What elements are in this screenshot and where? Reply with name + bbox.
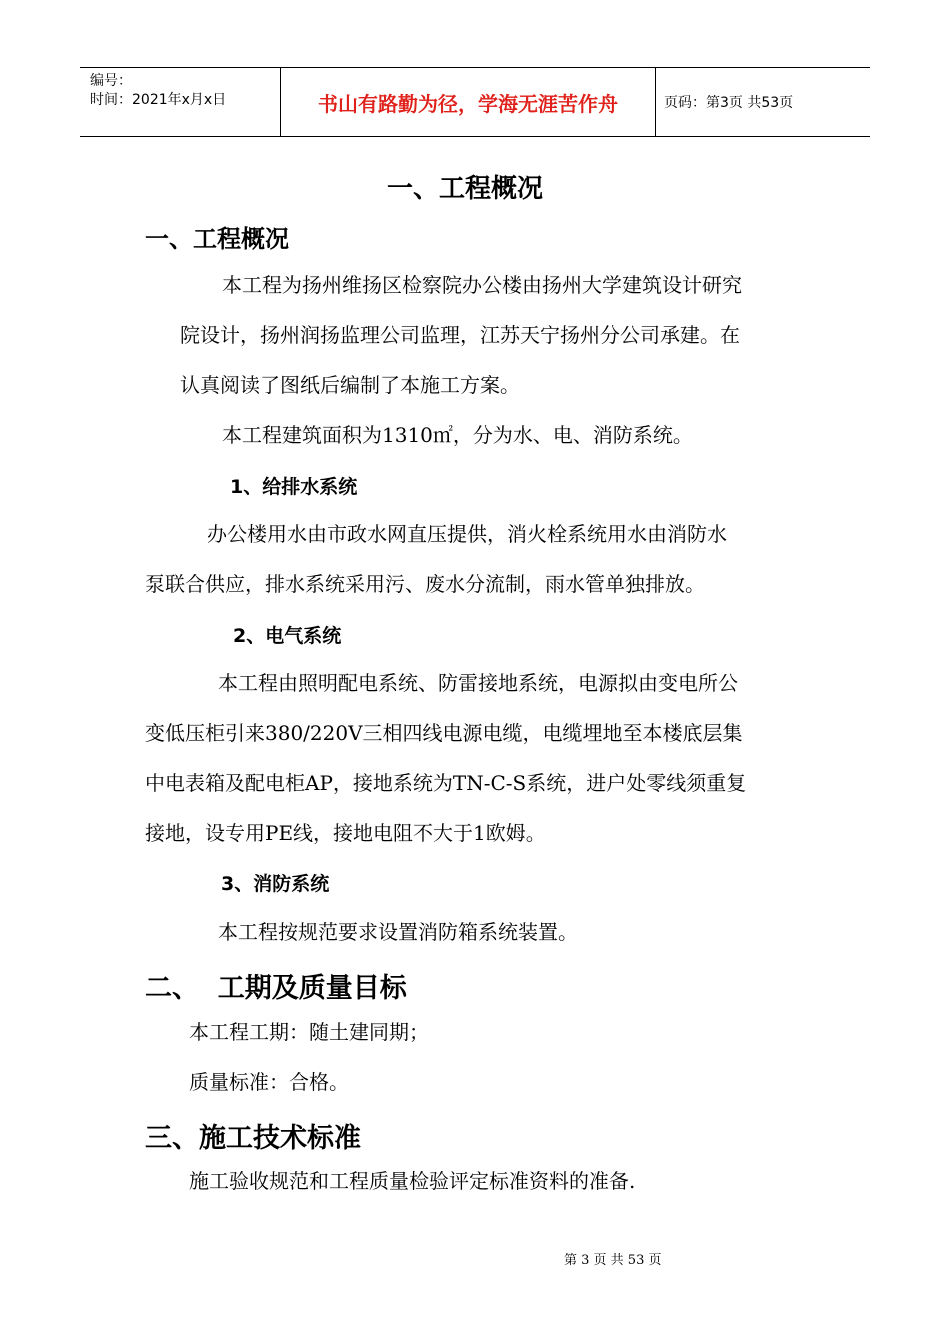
document-date-label: 时间：2021年x月x日 [90,92,227,108]
paragraph-line: 施工验收规范和工程质量检验评定标准资料的准备. [189,1169,636,1193]
subheading-electrical-system: 2、电气系统 [233,625,342,647]
paragraph-line: 院设计，扬州润扬监理公司监理，江苏天宁扬州分公司承建。在 [180,323,740,347]
paragraph-line: 本工程按规范要求设置消防箱系统装置。 [218,920,578,944]
header-meta-cell [80,68,281,136]
header-motto: 书山有路勤为径，学海无涯苦作舟 [281,68,656,136]
paragraph-line: 变低压柜引来380/220V三相四线电源电缆，电缆埋地至本楼底层集 [145,721,743,745]
section-heading-technical-standards: 三、施工技术标准 [145,1123,361,1154]
page-title: 一、工程概况 [387,174,544,204]
section-heading-overview: 一、工程概况 [145,225,289,253]
paragraph-line: 认真阅读了图纸后编制了本施工方案。 [180,373,520,397]
paragraph-line: 泵联合供应，排水系统采用污、废水分流制，雨水管单独排放。 [145,572,705,596]
paragraph-line: 办公楼用水由市政水网直压提供，消火栓系统用水由消防水 [207,522,727,546]
subheading-water-system: 1、给排水系统 [230,476,358,498]
paragraph-line: 本工程由照明配电系统、防雷接地系统，电源拟由变电所公 [218,671,738,695]
document-number-label: 编号： [90,73,132,89]
page-footer: 第 3 页 共 53 页 [564,1253,662,1268]
paragraph-line: 中电表箱及配电柜AP，接地系统为TN-C-S系统，进户处零线须重复 [145,771,747,795]
paragraph-area: 本工程建筑面积为1310㎡，分为水、电、消防系统。 [222,423,693,447]
paragraph-line: 本工程工期：随土建同期； [189,1020,429,1044]
paragraph-line: 接地，设专用PE线，接地电阻不大于1欧姆。 [145,821,546,845]
paragraph-line: 本工程为扬州维扬区检察院办公楼由扬州大学建筑设计研究 [222,273,742,297]
subheading-fire-system: 3、消防系统 [221,873,330,895]
section-heading-schedule-quality: 二、 工期及质量目标 [145,973,407,1004]
paragraph-line: 质量标准：合格。 [189,1070,349,1094]
header-page-info: 页码：第3页 共53页 [664,95,794,111]
page-header-table [80,67,870,137]
